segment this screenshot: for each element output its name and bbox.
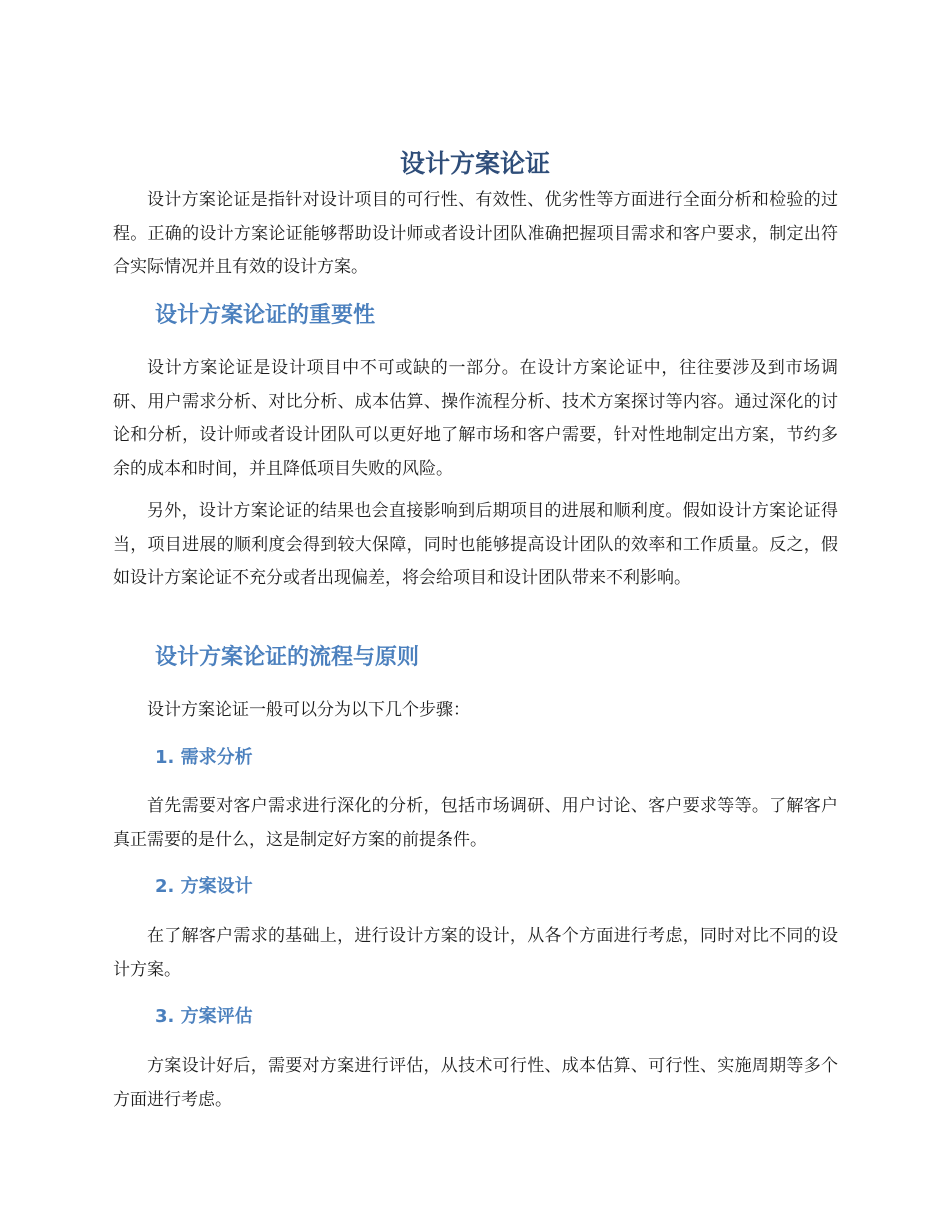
process-intro-paragraph: 设计方案论证一般可以分为以下几个步骤：	[147, 700, 470, 720]
step-heading-design: 2. 方案设计	[155, 876, 253, 897]
step-text-design: 在了解客户需求的基础上，进行设计方案的设计，从各个方面进行考虑，同时对比不同的设计方案。	[113, 926, 838, 980]
section-heading-importance: 设计方案论证的重要性	[155, 303, 376, 328]
section-heading-process: 设计方案论证的流程与原则	[155, 645, 420, 670]
step-heading-requirements: 1. 需求分析	[155, 747, 253, 768]
importance-paragraph-1: 设计方案论证是设计项目中不可或缺的一部分。在设计方案论证中，往往要涉及到市场调研、用户需求分析、对比分析、成本估算、操作流程分析、技术方案探讨等内容。通过深化的讨论和分析，设计师或者设计团队可以更好地了解市场和客户需要，针对性地制定出方案，节约多余的成本和时间，并且降低项目失败的风险。	[113, 358, 838, 479]
step-heading-evaluation: 3. 方案评估	[155, 1006, 253, 1027]
step-text-requirements: 首先需要对客户需求进行深化的分析，包括市场调研、用户讨论、客户要求等等。了解客户真正需要的是什么，这是制定好方案的前提条件。	[113, 796, 838, 850]
importance-paragraph-2: 另外，设计方案论证的结果也会直接影响到后期项目的进展和顺利度。假如设计方案论证得当，项目进展的顺利度会得到较大保障，同时也能够提高设计团队的效率和工作质量。反之，假如设计方案论证不充分或者出现偏差，将会给项目和设计团队带来不利影响。	[113, 501, 838, 588]
step-text-evaluation: 方案设计好后，需要对方案进行评估，从技术可行性、成本估算、可行性、实施周期等多个方面进行考虑。	[113, 1056, 838, 1110]
document-title: 设计方案论证	[399, 149, 550, 178]
intro-paragraph: 设计方案论证是指针对设计项目的可行性、有效性、优劣性等方面进行全面分析和检验的过程。正确的设计方案论证能够帮助设计师或者设计团队准确把握项目需求和客户要求，制定出符合实际情况并且有效的设计方案。	[113, 190, 838, 277]
